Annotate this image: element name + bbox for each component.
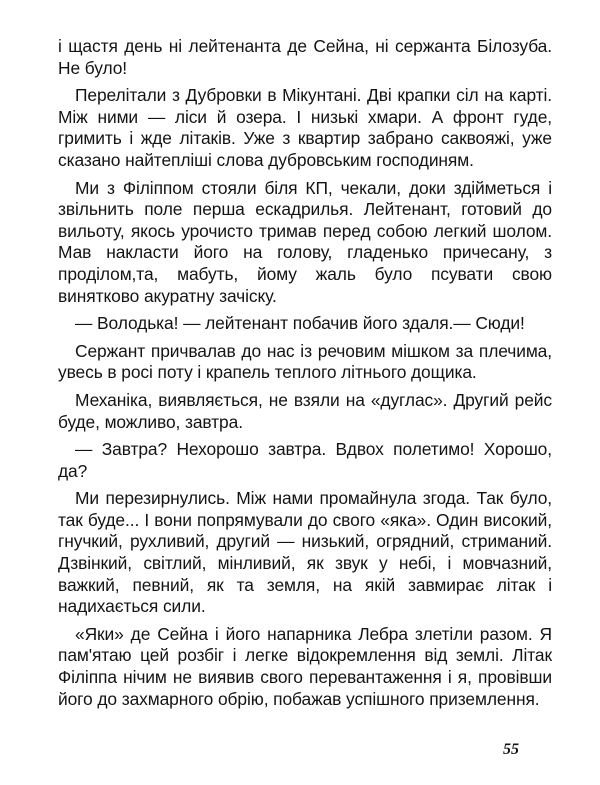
- paragraph-1: і щастя день ні лейтенанта де Сейна, ні сержанта Білозуба. Не було!: [58, 36, 552, 78]
- paragraph-6: Механіка, виявляється, не взяли на «дуглас». Другий рейс буде, можливо, завтра.: [58, 389, 552, 432]
- paragraph-4: — Володька! — лейтенант побачив його здаля.— Сюди!: [75, 313, 525, 334]
- page-number: 55: [503, 741, 519, 758]
- paragraph-3: Ми з Філіппом стояли біля КП, чекали, доки здійметься і звільнить поле перша ескадрилья. Лейтенант, готовий до вильоту, якось урочисто тримав перед собою легкий шолом. Мав накласти його на голову, гладенько причесану, з проділом,та, мабуть, йому жаль було псувати свою винятково акуратну зачіску.: [58, 177, 552, 306]
- paragraph-7: — Завтра? Нехорошо завтра. Вдвох полетимо! Хорошо, да?: [58, 439, 552, 481]
- page-text-body: [58, 36, 552, 710]
- paragraph-5: Сержант причвалав до нас із речовим мішком за плечима, увесь в росі поту і крапель теплого літнього дощика.: [58, 340, 552, 383]
- paragraph-8: Ми перезирнулись. Між нами промайнула згода. Так було, так буде... І вони попрямували до свого «яка». Один високий, гнучкий, рухливий, другий — низький, огрядний, стриманий. Дзвінкий, світлий, мінливий, як звук у небі, і мовчазний, важкий, певний, як та земля, на якій завмирає літак і надихається сили.: [58, 488, 552, 617]
- paragraph-9: «Яки» де Сейна і його напарника Лебра злетіли разом. Я пам'ятаю цей розбіг і легке відокремлення від землі. Літак Філіппа нічим не виявив свого перевантаження і я, провівши його до захмарного обрію, побажав успішного приземлення.: [58, 623, 552, 709]
- paragraph-2: Перелітали з Дубровки в Мікунтані. Дві крапки сіл на карті. Між ними — ліси й озера. І низькі хмари. А фронт гуде, гримить і жде літаків. Уже з квартир забрано саквояжі, уже сказано найтепліші слова дубровським господиням.: [58, 85, 552, 170]
